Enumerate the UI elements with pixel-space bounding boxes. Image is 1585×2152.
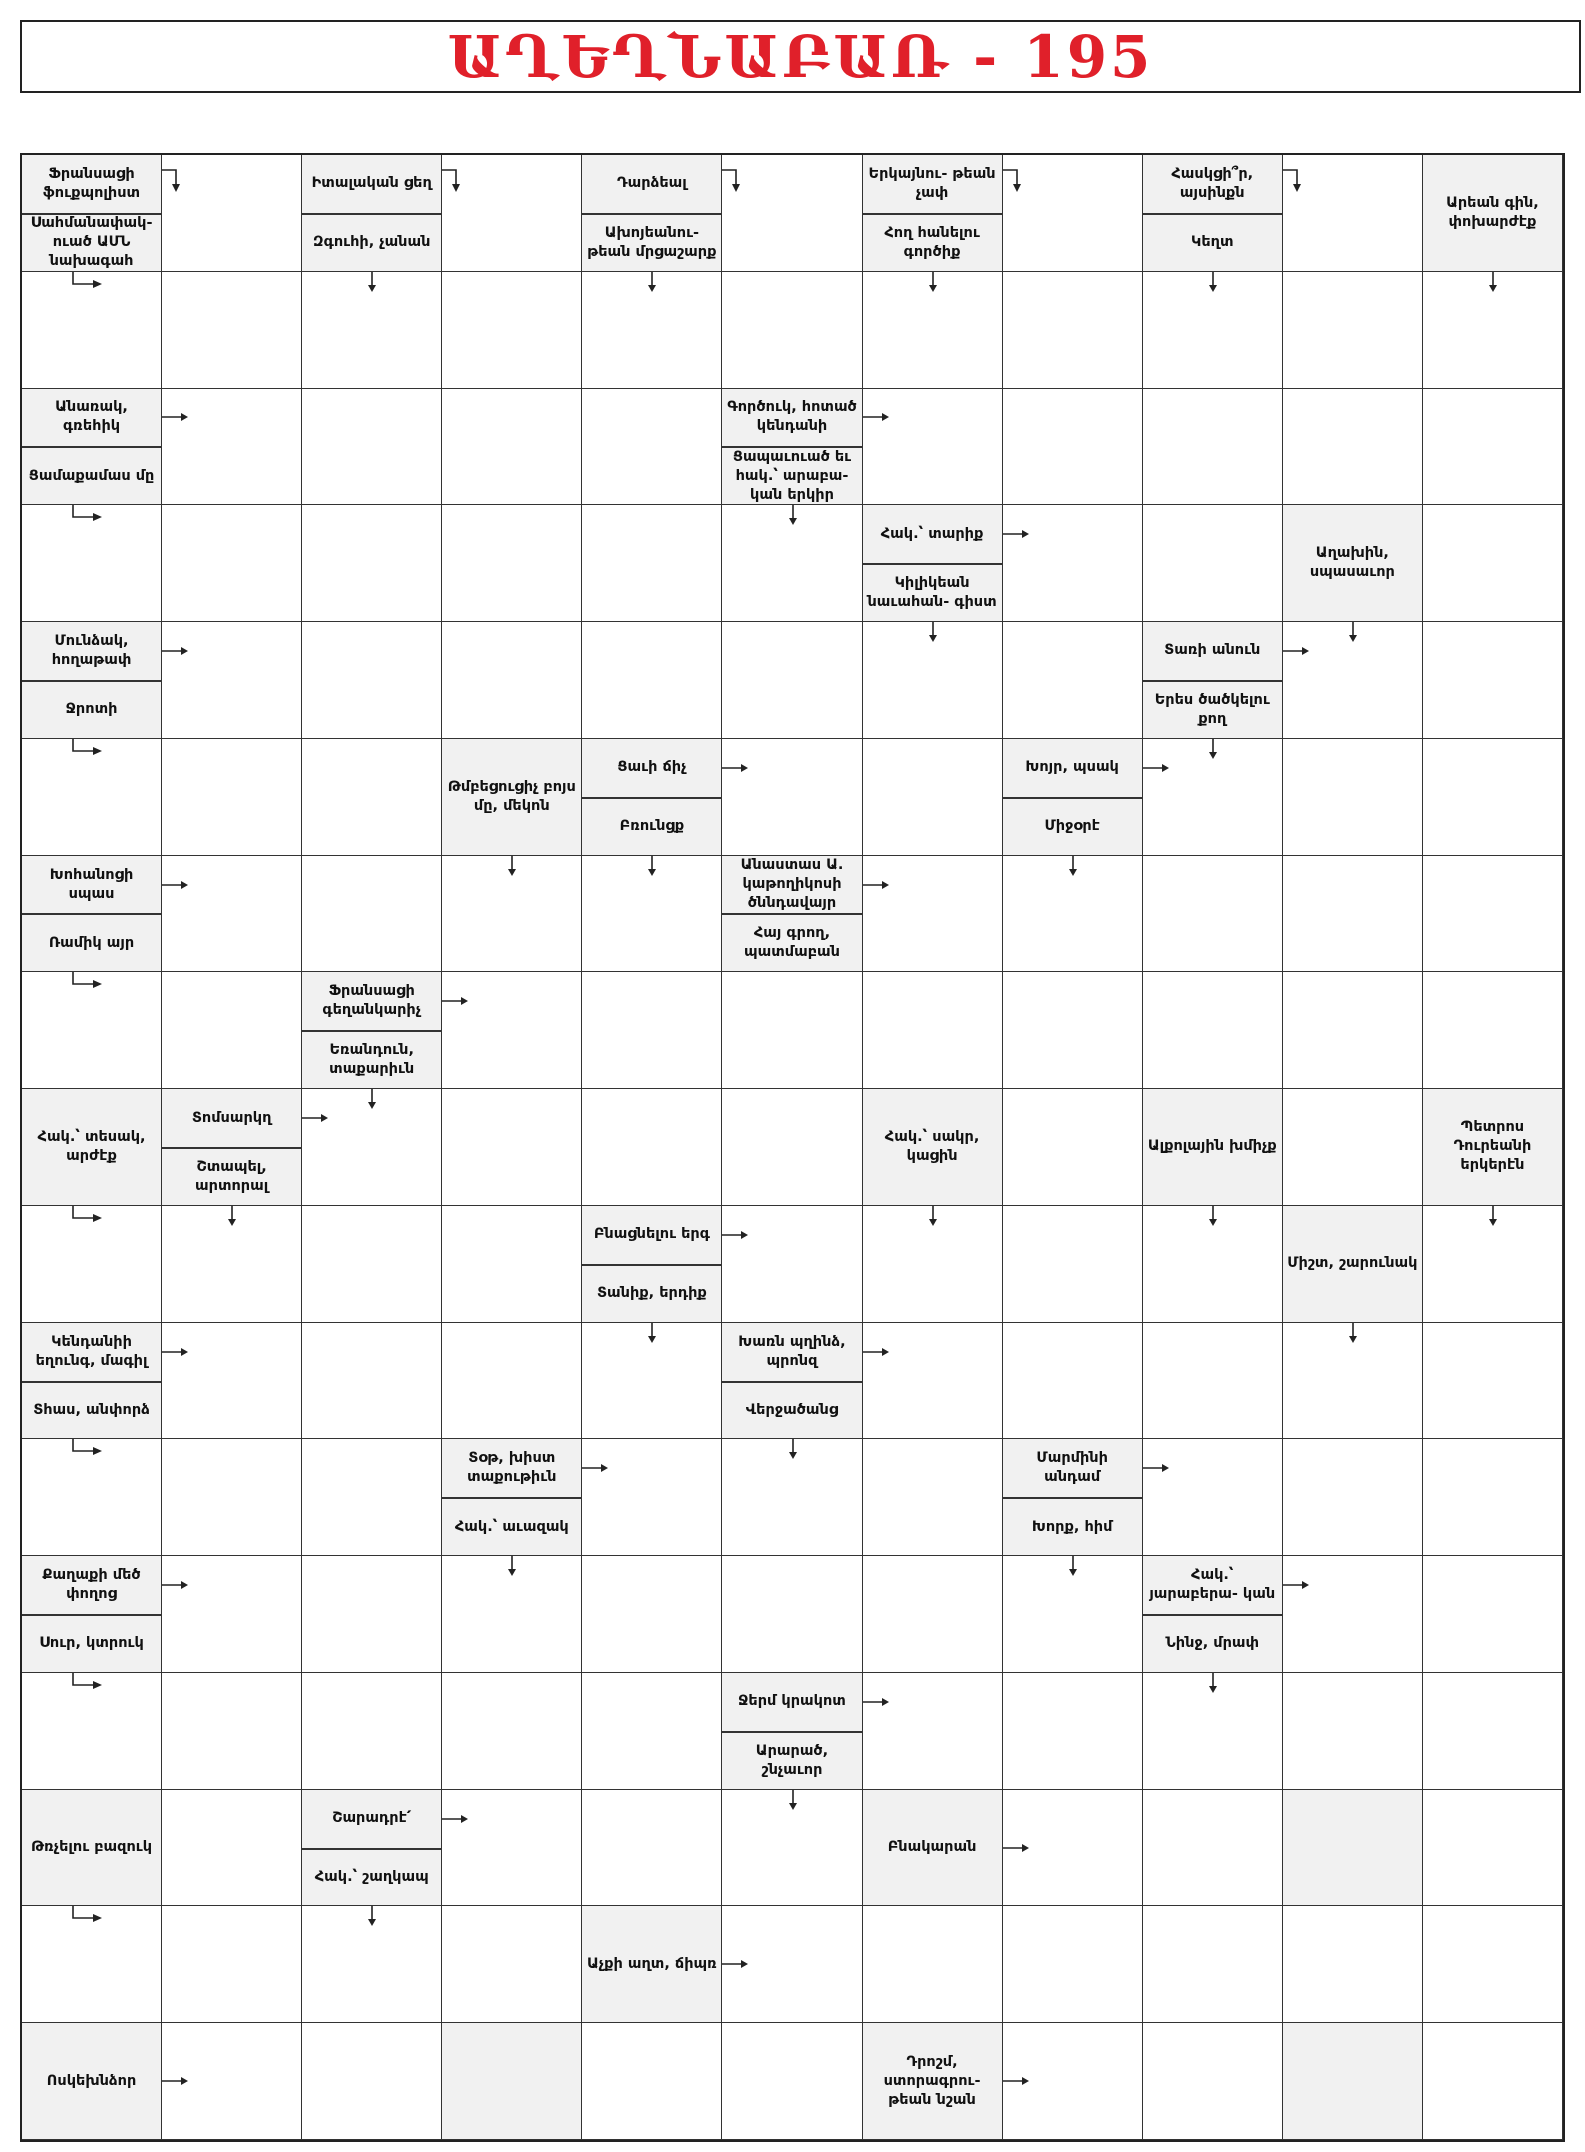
clue-text: Նինջ, մրափ [1143, 1614, 1282, 1672]
answer-cell[interactable] [442, 272, 582, 389]
arrow-down-icon [927, 271, 939, 293]
answer-cell[interactable] [1283, 1556, 1423, 1673]
answer-cell[interactable] [442, 1906, 582, 2023]
arrow-right-down-icon [161, 167, 183, 193]
answer-cell[interactable] [1283, 1906, 1423, 2023]
clue-text: Միշտ, շարունակ [1283, 1206, 1422, 1322]
answer-cell[interactable] [1143, 1906, 1283, 2023]
answer-cell[interactable] [162, 505, 302, 622]
arrow-right-icon [441, 1813, 469, 1825]
clue-text: Ցամաքամաս մը [22, 446, 161, 504]
clue-text: Բնացնելու երգ [582, 1206, 721, 1264]
clue-text: Խառն պղինձ, պրոնզ [722, 1323, 861, 1381]
answer-cell[interactable] [863, 1673, 1003, 1790]
clue-text: Աչքի աղտ, ճիպռ [582, 1906, 721, 2022]
answer-cell[interactable] [863, 739, 1003, 856]
clue-text: Տանիք, երդիք [582, 1264, 721, 1322]
arrow-down-right-icon [70, 1905, 104, 1925]
answer-cell[interactable] [863, 1439, 1003, 1556]
answer-cell[interactable] [442, 1206, 582, 1323]
clue-text: Հակ.՝ սակր, կացին [863, 1089, 1002, 1205]
blocked-cell [1283, 1790, 1423, 1907]
arrow-right-icon [1282, 1579, 1310, 1591]
clue-text: Հասկցի՞ր, այսինքն [1143, 155, 1282, 213]
answer-cell[interactable] [442, 1323, 582, 1440]
arrow-down-right-icon [70, 971, 104, 991]
answer-cell[interactable] [722, 739, 862, 856]
arrow-down-icon [1487, 271, 1499, 293]
answer-cell[interactable] [582, 1556, 722, 1673]
answer-cell[interactable] [1423, 1906, 1563, 2023]
clue-text: Դրոշմ, ստորագրու- թեան նշան [863, 2023, 1002, 2139]
answer-cell[interactable] [1423, 2023, 1563, 2140]
arrow-down-icon [226, 1205, 238, 1227]
arrow-right-icon [161, 1346, 189, 1358]
clue-text: Արեան գին, փոխարժէք [1423, 155, 1562, 271]
answer-cell[interactable] [1003, 1906, 1143, 2023]
arrow-down-right-icon [70, 271, 104, 291]
answer-cell[interactable] [162, 1906, 302, 2023]
clue-text: Կենդանիի եղունգ, մագիլ [22, 1323, 161, 1381]
clue-text: Ռամիկ այր [22, 913, 161, 971]
clue-text: Թռչելու բազուկ [22, 1790, 161, 1906]
answer-cell[interactable] [302, 389, 442, 506]
answer-cell[interactable] [1003, 1089, 1143, 1206]
arrow-right-down-icon [1002, 167, 1024, 193]
answer-cell[interactable] [1283, 272, 1423, 389]
answer-cell[interactable] [162, 1673, 302, 1790]
answer-cell[interactable] [442, 972, 582, 1089]
clue-text: Շտապել, արտորալ [162, 1147, 301, 1205]
answer-cell[interactable] [302, 739, 442, 856]
arrow-right-icon [1002, 528, 1030, 540]
arrow-right-icon [862, 1346, 890, 1358]
answer-cell[interactable] [582, 505, 722, 622]
clue-text: Հակ.՝ յարաբերա- կան [1143, 1556, 1282, 1614]
answer-cell[interactable] [162, 622, 302, 739]
clue-text: Ալքոլային խմիչք [1143, 1089, 1282, 1205]
answer-cell[interactable] [582, 1790, 722, 1907]
blocked-cell [1283, 2023, 1423, 2140]
answer-cell[interactable] [442, 1790, 582, 1907]
answer-cell[interactable] [1003, 272, 1143, 389]
arrow-down-icon [787, 1789, 799, 1811]
arrow-down-icon [1067, 1555, 1079, 1577]
answer-cell[interactable] [863, 1556, 1003, 1673]
clue-text: Բռունցք [582, 797, 721, 855]
arrow-right-icon [581, 1462, 609, 1474]
arrow-right-icon [1142, 1462, 1170, 1474]
arrow-right-icon [862, 879, 890, 891]
arrow-down-icon [366, 271, 378, 293]
answer-cell[interactable] [863, 1323, 1003, 1440]
arrow-right-icon [721, 1229, 749, 1241]
arrow-right-icon [161, 411, 189, 423]
answer-cell[interactable] [863, 972, 1003, 1089]
answer-cell[interactable] [1423, 1673, 1563, 1790]
clue-text: Ոսկեխնձոր [22, 2023, 161, 2139]
answer-cell[interactable] [582, 1089, 722, 1206]
answer-cell[interactable] [302, 622, 442, 739]
answer-cell[interactable] [162, 972, 302, 1089]
answer-cell[interactable] [1423, 739, 1563, 856]
clue-text: Հակ.՝ աւազակ [442, 1497, 581, 1555]
arrow-down-icon [506, 1555, 518, 1577]
arrow-right-icon [161, 2075, 189, 2087]
clue-text: Ջերմ կրակոտ [722, 1673, 861, 1731]
answer-cell[interactable] [722, 272, 862, 389]
arrow-right-down-icon [1282, 167, 1304, 193]
answer-cell[interactable] [722, 1206, 862, 1323]
answer-cell[interactable] [722, 155, 862, 272]
clue-text: Իտալական ցեղ [302, 155, 441, 213]
answer-cell[interactable] [1283, 1089, 1423, 1206]
answer-cell[interactable] [302, 856, 442, 973]
answer-cell[interactable] [1423, 389, 1563, 506]
answer-cell[interactable] [1423, 1323, 1563, 1440]
answer-cell[interactable] [1143, 1790, 1283, 1907]
answer-cell[interactable] [1283, 1673, 1423, 1790]
arrow-right-icon [862, 1696, 890, 1708]
clue-text: Գործուկ, հոտած կենդանի [722, 389, 861, 447]
arrow-right-icon [1282, 645, 1310, 657]
arrow-down-icon [1207, 1672, 1219, 1694]
answer-cell[interactable] [302, 1323, 442, 1440]
clue-text: Հակ.՝ տեսակ, արժէք [22, 1089, 161, 1205]
arrow-down-right-icon [70, 1205, 104, 1225]
answer-cell[interactable] [1423, 1556, 1563, 1673]
answer-cell[interactable] [162, 1790, 302, 1907]
blocked-cell [442, 2023, 582, 2140]
arrow-down-right-icon [70, 1672, 104, 1692]
answer-cell[interactable] [442, 1089, 582, 1206]
answer-cell[interactable] [302, 1673, 442, 1790]
answer-cell[interactable] [582, 1673, 722, 1790]
clue-text: Կեղտ [1143, 213, 1282, 271]
clue-text: Տօթ, խիստ տաքութիւն [442, 1439, 581, 1497]
clue-text: Ջրոտի [22, 680, 161, 738]
arrow-down-icon [1347, 621, 1359, 643]
arrow-down-icon [646, 855, 658, 877]
arrow-right-icon [1002, 2075, 1030, 2087]
arrow-right-icon [1002, 1842, 1030, 1854]
answer-cell[interactable] [1423, 505, 1563, 622]
arrow-down-icon [927, 1205, 939, 1227]
clue-text: Խորք, հիմ [1003, 1497, 1142, 1555]
arrow-down-icon [1207, 738, 1219, 760]
clue-text: Արարած, շնչաւոր [722, 1731, 861, 1789]
answer-cell[interactable] [1003, 1206, 1143, 1323]
answer-cell[interactable] [1423, 856, 1563, 973]
arrow-down-icon [1207, 271, 1219, 293]
arrow-down-icon [787, 504, 799, 526]
clue-text: Խոյր, պսակ [1003, 739, 1142, 797]
answer-cell[interactable] [1283, 972, 1423, 1089]
clue-text: Ֆրանսացի ֆուքպոլիստ [22, 155, 161, 213]
clue-text: Զգուհի, չանան [302, 213, 441, 271]
answer-cell[interactable] [582, 1439, 722, 1556]
answer-cell[interactable] [1003, 972, 1143, 1089]
answer-cell[interactable] [582, 972, 722, 1089]
answer-cell[interactable] [1003, 505, 1143, 622]
answer-cell[interactable] [1283, 389, 1423, 506]
arrow-right-icon [161, 879, 189, 891]
answer-cell[interactable] [162, 1323, 302, 1440]
answer-cell[interactable] [442, 622, 582, 739]
clue-text: Հող հանելու գործիք [863, 213, 1002, 271]
clue-text: Տառի անուն [1143, 622, 1282, 680]
arrow-right-icon [161, 1579, 189, 1591]
answer-cell[interactable] [302, 1206, 442, 1323]
clue-text: Աղախին, սպասաւոր [1283, 505, 1422, 621]
answer-cell[interactable] [1143, 856, 1283, 973]
clue-text: Վերջածանց [722, 1381, 861, 1439]
arrow-down-icon [366, 1905, 378, 1927]
answer-cell[interactable] [162, 272, 302, 389]
answer-cell[interactable] [1283, 739, 1423, 856]
arrow-down-icon [646, 1322, 658, 1344]
arrow-down-right-icon [70, 1438, 104, 1458]
clue-text: Ցաւի ճիչ [582, 739, 721, 797]
answer-cell[interactable] [162, 1556, 302, 1673]
answer-cell[interactable] [722, 972, 862, 1089]
answer-cell[interactable] [1003, 155, 1143, 272]
clue-text: Կիլիկեան նաւահան- գիստ [863, 563, 1002, 621]
title-banner [20, 20, 1581, 93]
arrow-down-icon [506, 855, 518, 877]
arrow-right-icon [441, 995, 469, 1007]
arrow-down-icon [1207, 1205, 1219, 1227]
answer-cell[interactable] [863, 389, 1003, 506]
answer-cell[interactable] [302, 505, 442, 622]
answer-cell[interactable] [1423, 1790, 1563, 1907]
arrow-down-icon [787, 1438, 799, 1460]
clue-text: Երես ծածկելու քող [1143, 680, 1282, 738]
arrow-down-right-icon [70, 504, 104, 524]
answer-cell[interactable] [1003, 1323, 1143, 1440]
clue-text: Անառակ, գռեհիկ [22, 389, 161, 447]
clue-text: Թմբեցուցիչ բոյս մը, մեկոն [442, 739, 581, 855]
clue-text: Պետրոս Դուրեանի երկերէն [1423, 1089, 1562, 1205]
answer-cell[interactable] [162, 389, 302, 506]
arrow-down-icon [1067, 855, 1079, 877]
clue-text: Ախոյեանու- թեան մրցաշարք [582, 213, 721, 271]
answer-cell[interactable] [722, 622, 862, 739]
arrow-right-icon [1142, 762, 1170, 774]
answer-cell[interactable] [1423, 1439, 1563, 1556]
clue-text: Խոհանոցի սպաս [22, 856, 161, 914]
clue-text: Շարադրէ՛ [302, 1790, 441, 1848]
answer-cell[interactable] [1423, 622, 1563, 739]
answer-cell[interactable] [162, 856, 302, 973]
clue-text: Սուր, կտրուկ [22, 1614, 161, 1672]
answer-cell[interactable] [1143, 1439, 1283, 1556]
clue-text: Տհաս, անփորձ [22, 1381, 161, 1439]
arrow-right-icon [301, 1112, 329, 1124]
arrow-right-icon [862, 411, 890, 423]
answer-cell[interactable] [442, 389, 582, 506]
arrow-down-icon [366, 1088, 378, 1110]
answer-cell[interactable] [302, 2023, 442, 2140]
clue-text: Բնակարան [863, 1790, 1002, 1906]
clue-text: Սահմանափակ-ուած ԱՄՆ նախագահ [22, 213, 161, 271]
clue-text: Հակ.՝ շաղկապ [302, 1848, 441, 1906]
answer-cell[interactable] [722, 1556, 862, 1673]
answer-cell[interactable] [1143, 972, 1283, 1089]
answer-cell[interactable] [442, 155, 582, 272]
clue-text: Միջօրէ [1003, 797, 1142, 855]
answer-cell[interactable] [863, 1906, 1003, 2023]
clue-text: Մունձակ, հողաթափ [22, 622, 161, 680]
arrow-right-down-icon [441, 167, 463, 193]
clue-text: Տոմսարկղ [162, 1089, 301, 1147]
answer-cell[interactable] [162, 155, 302, 272]
arrow-down-icon [927, 621, 939, 643]
answer-cell[interactable] [863, 856, 1003, 973]
clue-text: Երկայնու- թեան չափ [863, 155, 1002, 213]
answer-cell[interactable] [1283, 155, 1423, 272]
answer-cell[interactable] [302, 1556, 442, 1673]
answer-cell[interactable] [1003, 1673, 1143, 1790]
answer-cell[interactable] [582, 2023, 722, 2140]
clue-text: Քաղաքի մեծ փողոց [22, 1556, 161, 1614]
arrow-down-right-icon [70, 738, 104, 758]
arrow-down-icon [646, 271, 658, 293]
answer-cell[interactable] [442, 1673, 582, 1790]
arrow-right-icon [721, 762, 749, 774]
answer-cell[interactable] [1003, 622, 1143, 739]
clue-text: Ֆրանսացի գեղանկարիչ [302, 972, 441, 1030]
clue-text: Հակ.՝ տարիք [863, 505, 1002, 563]
arrow-right-icon [161, 645, 189, 657]
clue-text: Մարմինի անդամ [1003, 1439, 1142, 1497]
answer-cell[interactable] [162, 739, 302, 856]
answer-cell[interactable] [1423, 972, 1563, 1089]
answer-cell[interactable] [162, 1439, 302, 1556]
answer-cell[interactable] [582, 389, 722, 506]
arrow-down-icon [1487, 1205, 1499, 1227]
clue-text: Եռանդուն, տաքարիւն [302, 1030, 441, 1088]
answer-cell[interactable] [1003, 389, 1143, 506]
answer-cell[interactable] [1143, 505, 1283, 622]
answer-cell[interactable] [1283, 1439, 1423, 1556]
answer-cell[interactable] [722, 1089, 862, 1206]
clue-text: Անաստաս Ա. կաթողիկոսի ծննդավայր [722, 856, 861, 914]
arrow-right-icon [721, 1958, 749, 1970]
clue-text: Ցապաւուած եւ հակ.՝ արաբա- կան երկիր [722, 446, 861, 504]
answer-cell[interactable] [1283, 856, 1423, 973]
puzzle-title: ԱՂԵՂՆԱԲԱՌ - 195 [447, 22, 1154, 91]
clue-text: Դարձեալ [582, 155, 721, 213]
answer-cell[interactable] [722, 2023, 862, 2140]
crossword-grid [20, 153, 1565, 2142]
answer-cell[interactable] [442, 505, 582, 622]
arrow-down-icon [1347, 1322, 1359, 1344]
answer-cell[interactable] [1143, 1323, 1283, 1440]
answer-cell[interactable] [582, 622, 722, 739]
answer-cell[interactable] [1143, 2023, 1283, 2140]
clue-text: Հայ գրող, պատմաբան [722, 913, 861, 971]
arrow-right-down-icon [721, 167, 743, 193]
answer-cell[interactable] [1143, 389, 1283, 506]
answer-cell[interactable] [302, 1439, 442, 1556]
